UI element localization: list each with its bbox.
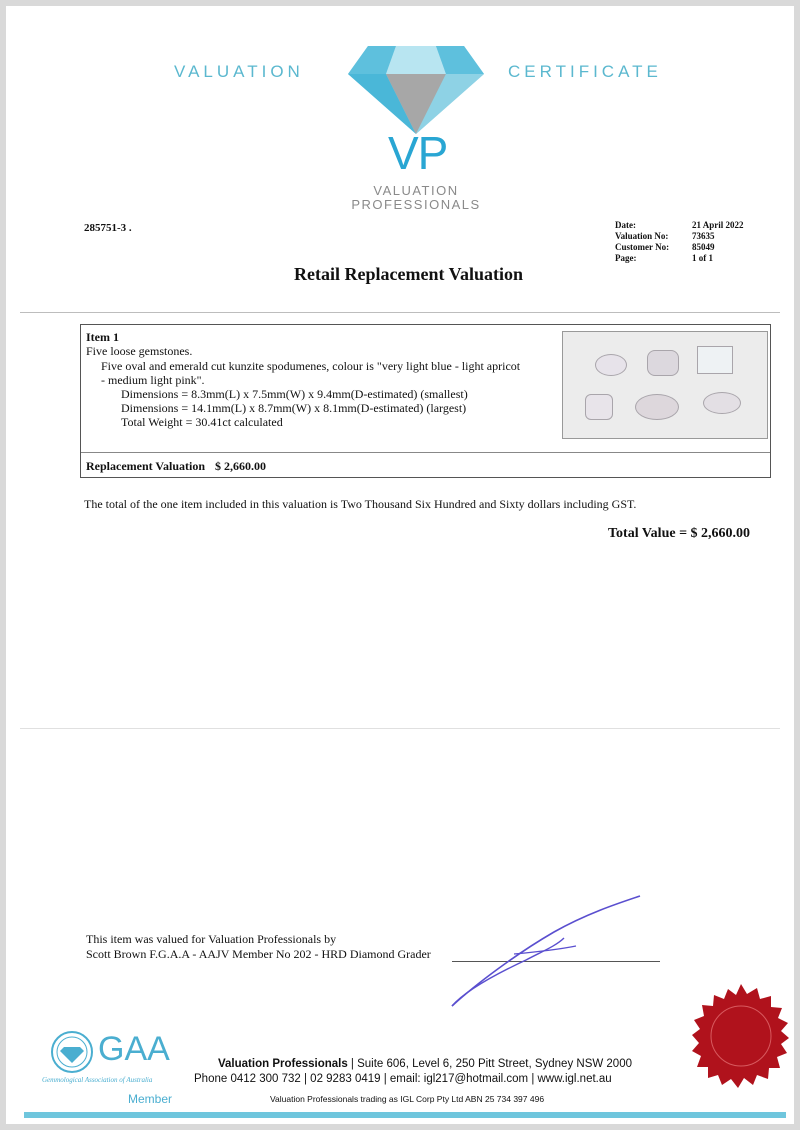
item-line-1: Five loose gemstones. [86, 344, 193, 358]
gemstone [635, 394, 679, 420]
meta-values [692, 220, 744, 264]
page-label: Page: [615, 253, 637, 263]
divider-top [20, 312, 780, 313]
gemstone [595, 354, 627, 376]
item-line-4: Dimensions = 8.3mm(L) x 7.5mm(W) x 9.4mm(D-estimated) (smallest) [121, 387, 468, 401]
replacement-valuation-value: $ 2,660.00 [215, 459, 266, 473]
customer-no-value: 85049 [692, 242, 715, 252]
footer-address-line [218, 1058, 632, 1070]
header-left-word: VALUATION [174, 62, 304, 81]
item-divider [81, 452, 770, 453]
signature-icon [446, 894, 646, 1012]
gaa-diamond-icon [50, 1030, 94, 1074]
gemstones-photo [562, 331, 768, 439]
diamond-logo-icon [346, 44, 486, 136]
reference-number: 285751-3 . [84, 222, 132, 234]
footer-company-name: Valuation Professionals [218, 1058, 348, 1070]
gemstone [697, 346, 733, 374]
footer-bar [24, 1112, 786, 1118]
seal-icon [690, 982, 792, 1092]
item-heading: Item 1 [86, 330, 119, 344]
document-title: Retail Replacement Valuation [294, 264, 523, 284]
header-right-word: CERTIFICATE [508, 62, 662, 81]
gemstone [647, 350, 679, 376]
valuation-no-value: 73635 [692, 231, 715, 241]
valuation-no-label: Valuation No: [615, 231, 669, 241]
date-label: Date: [615, 220, 636, 230]
footer-contact: Phone 0412 300 732 | 02 9283 0419 | email: igl217@hotmail.com | www.igl.net.au [194, 1073, 612, 1085]
valuer-line-1: This item was valued for Valuation Professionals by [86, 932, 337, 946]
gaa-member: Member [128, 1092, 173, 1106]
meta-labels [615, 220, 669, 264]
item-line-2: Five oval and emerald cut kunzite spodumenes, colour is "very light blue - light apricot [101, 359, 521, 373]
logo-subtitle-line2: PROFESSIONALS [351, 197, 481, 212]
replacement-valuation-label: Replacement Valuation [86, 459, 206, 473]
total-sentence: The total of the one item included in this valuation is Two Thousand Six Hundred and Sixty dollars including GST. [84, 497, 637, 511]
item-line-5: Dimensions = 14.1mm(L) x 8.7mm(W) x 8.1mm(D-estimated) (largest) [121, 401, 467, 415]
total-value: Total Value = $ 2,660.00 [608, 526, 751, 541]
gemstone [703, 392, 741, 414]
logo-subtitle-line1: VALUATION [373, 183, 459, 198]
item-line-6: Total Weight = 30.41ct calculated [121, 415, 283, 429]
logo-letters: VP [388, 127, 448, 179]
gaa-text: GAA [98, 1030, 170, 1068]
item-box [80, 324, 771, 478]
page-value: 1 of 1 [692, 253, 713, 263]
item-line-3: - medium light pink". [101, 373, 205, 387]
gaa-subtitle: Gemmological Association of Australia [42, 1076, 153, 1084]
date-value: 21 April 2022 [692, 220, 744, 230]
footer-address: | Suite 606, Level 6, 250 Pitt Street, Sydney NSW 2000 [347, 1058, 632, 1070]
valuer-line-2: Scott Brown F.G.A.A - AAJV Member No 202 - HRD Diamond Grader [86, 947, 431, 961]
customer-no-label: Customer No: [615, 242, 670, 252]
divider-faint [20, 728, 780, 729]
certificate-page [6, 6, 794, 1124]
footer-trading: Valuation Professionals trading as IGL Corp Pty Ltd ABN 25 734 397 496 [270, 1094, 545, 1104]
gemstone [585, 394, 613, 420]
